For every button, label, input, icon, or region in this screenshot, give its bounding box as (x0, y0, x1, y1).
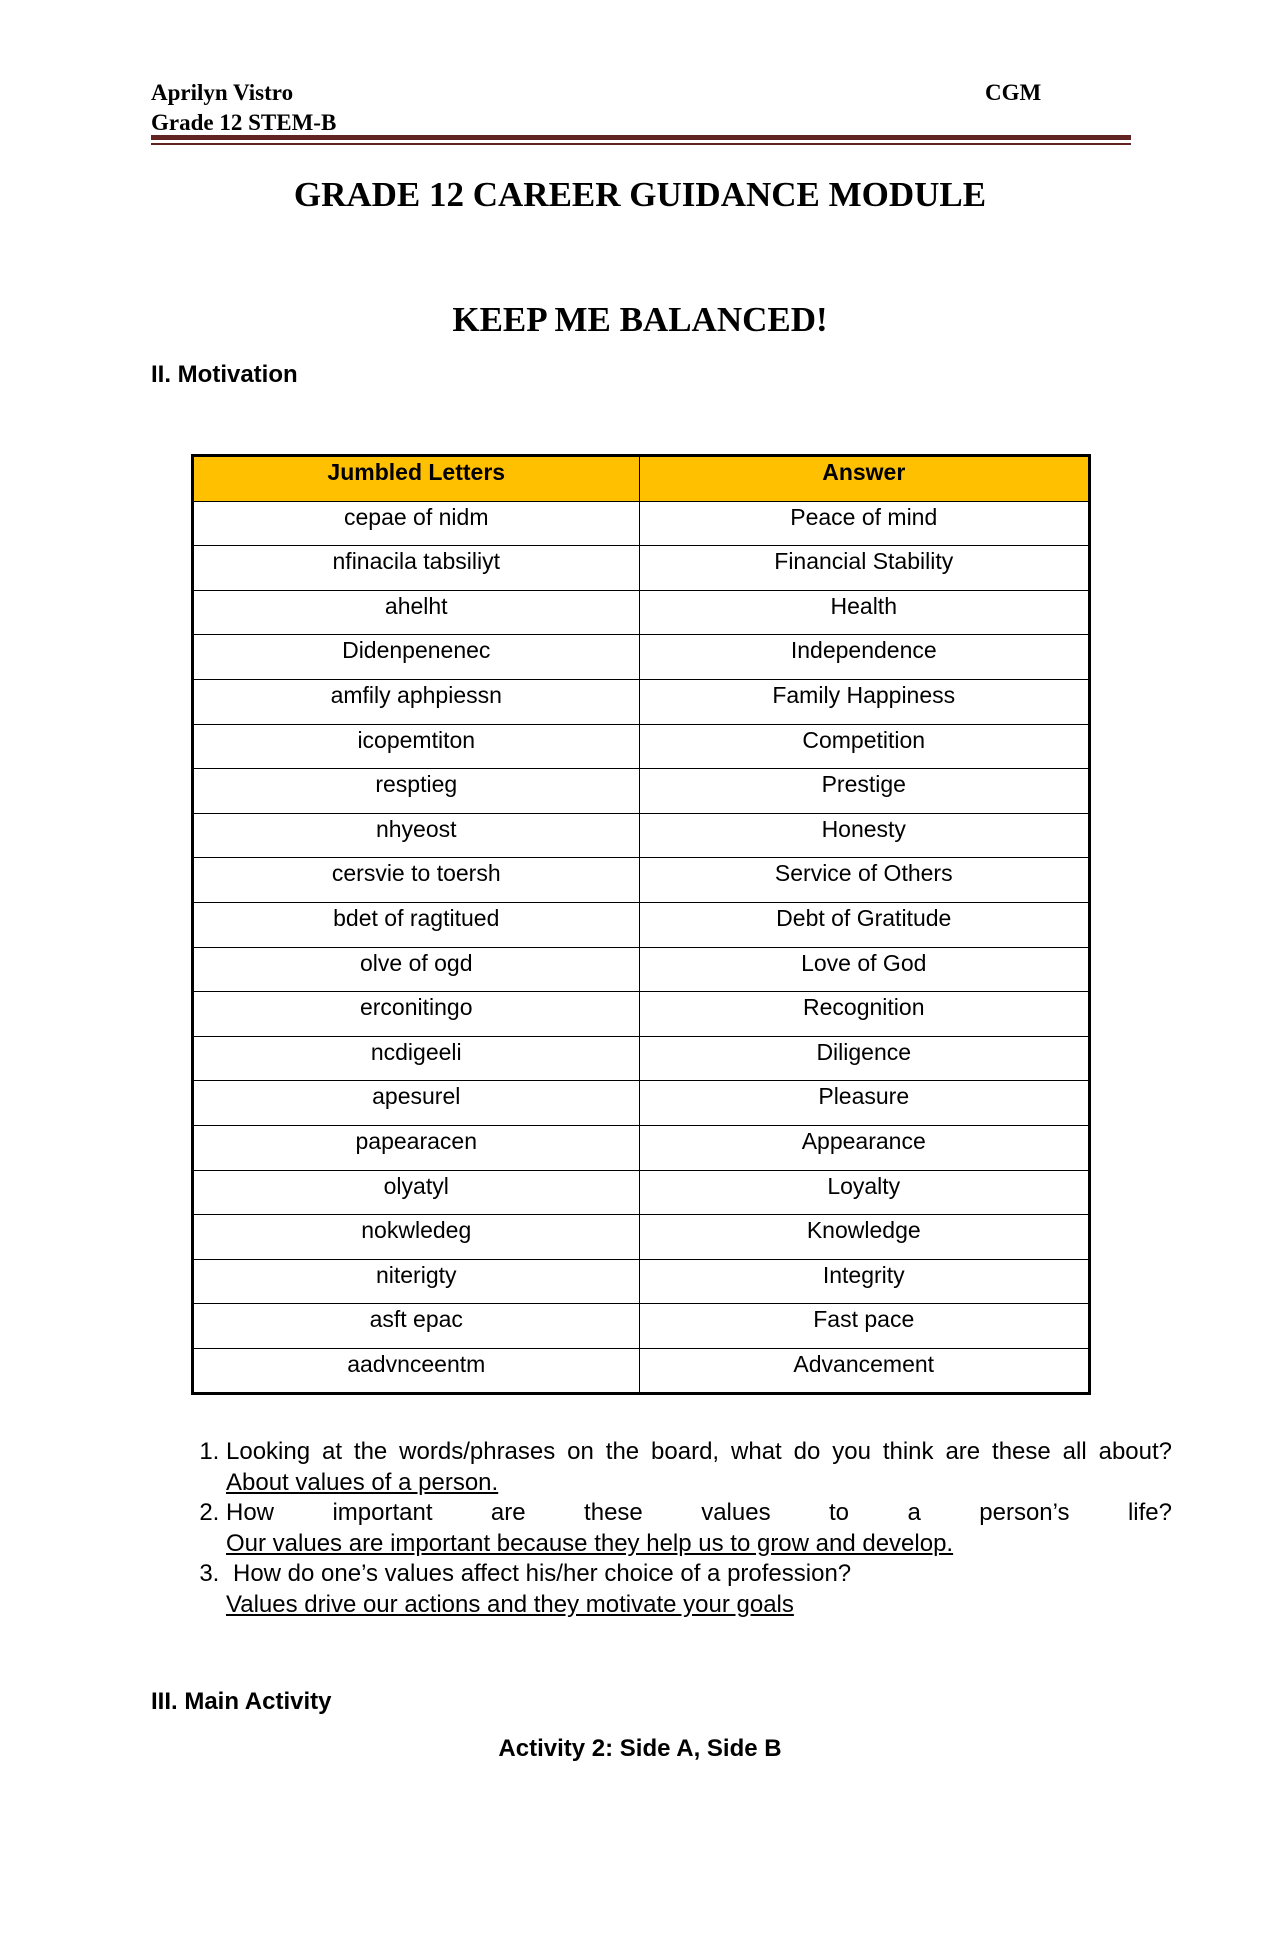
answer-cell: Health (639, 590, 1089, 635)
answer-cell: Family Happiness (639, 679, 1089, 724)
jumbled-cell: icopemtiton (194, 724, 640, 769)
table-row (194, 590, 1089, 635)
jumbled-cell: aadvnceentm (194, 1348, 640, 1393)
jumbled-cell: ncdigeeli (194, 1036, 640, 1081)
table-body (194, 501, 1089, 1393)
jumbled-cell: olve of ogd (194, 947, 640, 992)
student-name: Aprilyn Vistro (151, 80, 294, 105)
section-heading-main-activity: III. Main Activity (151, 1688, 332, 1715)
jumbled-cell: niterigty (194, 1259, 640, 1304)
question-text: 2. How important are these values to a person’s life? (226, 1499, 1172, 1526)
table-row (194, 1081, 1089, 1126)
answer-cell: Honesty (639, 813, 1089, 858)
table-row (194, 546, 1089, 591)
answer-cell: Appearance (639, 1125, 1089, 1170)
answer-text: Our values are important because they help us to grow and develop. (226, 1529, 954, 1557)
answer-cell: Integrity (639, 1259, 1089, 1304)
question-item (226, 1437, 1172, 1498)
jumbled-cell: apesurel (194, 1081, 640, 1126)
question-text: 3. How do one’s values affect his/her choice of a profession? (233, 1560, 852, 1587)
jumbled-cell: nokwledeg (194, 1215, 640, 1260)
jumbled-cell: amfily aphpiessn (194, 679, 640, 724)
jumbled-cell: resptieg (194, 769, 640, 814)
question-item (226, 1498, 1172, 1559)
table-row (194, 902, 1089, 947)
table-row (194, 501, 1089, 546)
table-row (194, 1170, 1089, 1215)
table-row (194, 769, 1089, 814)
table-row (194, 858, 1089, 903)
answer-cell: Independence (639, 635, 1089, 680)
answer-cell: Service of Others (639, 858, 1089, 903)
jumbled-cell: papearacen (194, 1125, 640, 1170)
jumbled-cell: asft epac (194, 1304, 640, 1349)
module-title: GRADE 12 CAREER GUIDANCE MODULE (293, 175, 987, 214)
jumbled-cell: Didenpenenec (194, 635, 640, 680)
jumbled-cell: cersvie to toersh (194, 858, 640, 903)
header-divider-thin (151, 143, 1131, 145)
table-row (194, 1348, 1089, 1393)
answer-cell: Advancement (639, 1348, 1089, 1393)
table-row (194, 1304, 1089, 1349)
module-subtitle: KEEP ME BALANCED! (452, 300, 828, 339)
header-divider-thick (151, 135, 1131, 140)
jumbled-cell: ahelht (194, 590, 640, 635)
jumbled-cell: erconitingo (194, 992, 640, 1037)
table-row (194, 724, 1089, 769)
jumbled-cell: bdet of ragtitued (194, 902, 640, 947)
jumbled-cell: nfinacila tabsiliyt (194, 546, 640, 591)
table-row (194, 679, 1089, 724)
jumbled-letters-table (193, 456, 1089, 1393)
header-subject: CGM (985, 80, 1042, 105)
answer-cell: Love of God (639, 947, 1089, 992)
table-header-row (194, 457, 1089, 502)
table-row (194, 813, 1089, 858)
table-row (194, 992, 1089, 1037)
table-row (194, 947, 1089, 992)
student-grade: Grade 12 STEM-B (151, 110, 337, 135)
table-row (194, 1036, 1089, 1081)
activity-title: Activity 2: Side A, Side B (498, 1735, 782, 1762)
answer-cell: Prestige (639, 769, 1089, 814)
answer-cell: Recognition (639, 992, 1089, 1037)
column-header-answer: Answer (639, 457, 1089, 502)
answer-cell: Financial Stability (639, 546, 1089, 591)
column-header-jumbled: Jumbled Letters (194, 457, 640, 502)
answer-text: Values drive our actions and they motivate your goals (226, 1590, 794, 1618)
answer-cell: Competition (639, 724, 1089, 769)
answer-text: About values of a person. (226, 1468, 499, 1496)
jumbled-cell: nhyeost (194, 813, 640, 858)
motivation-questions (186, 1437, 1172, 1620)
answer-cell: Fast pace (639, 1304, 1089, 1349)
answer-cell: Peace of mind (639, 501, 1089, 546)
table-row (194, 1215, 1089, 1260)
question-item (226, 1559, 1172, 1620)
section-heading-motivation: II. Motivation (151, 361, 298, 388)
answer-cell: Loyalty (639, 1170, 1089, 1215)
answer-cell: Pleasure (639, 1081, 1089, 1126)
table-row (194, 635, 1089, 680)
question-text: 1. Looking at the words/phrases on the board, what do you think are these all about? (226, 1438, 1172, 1465)
answer-cell: Diligence (639, 1036, 1089, 1081)
answer-cell: Debt of Gratitude (639, 902, 1089, 947)
jumbled-cell: olyatyl (194, 1170, 640, 1215)
table-row (194, 1125, 1089, 1170)
header-student-info (151, 78, 336, 138)
answer-cell: Knowledge (639, 1215, 1089, 1260)
table-row (194, 1259, 1089, 1304)
jumbled-cell: cepae of nidm (194, 501, 640, 546)
